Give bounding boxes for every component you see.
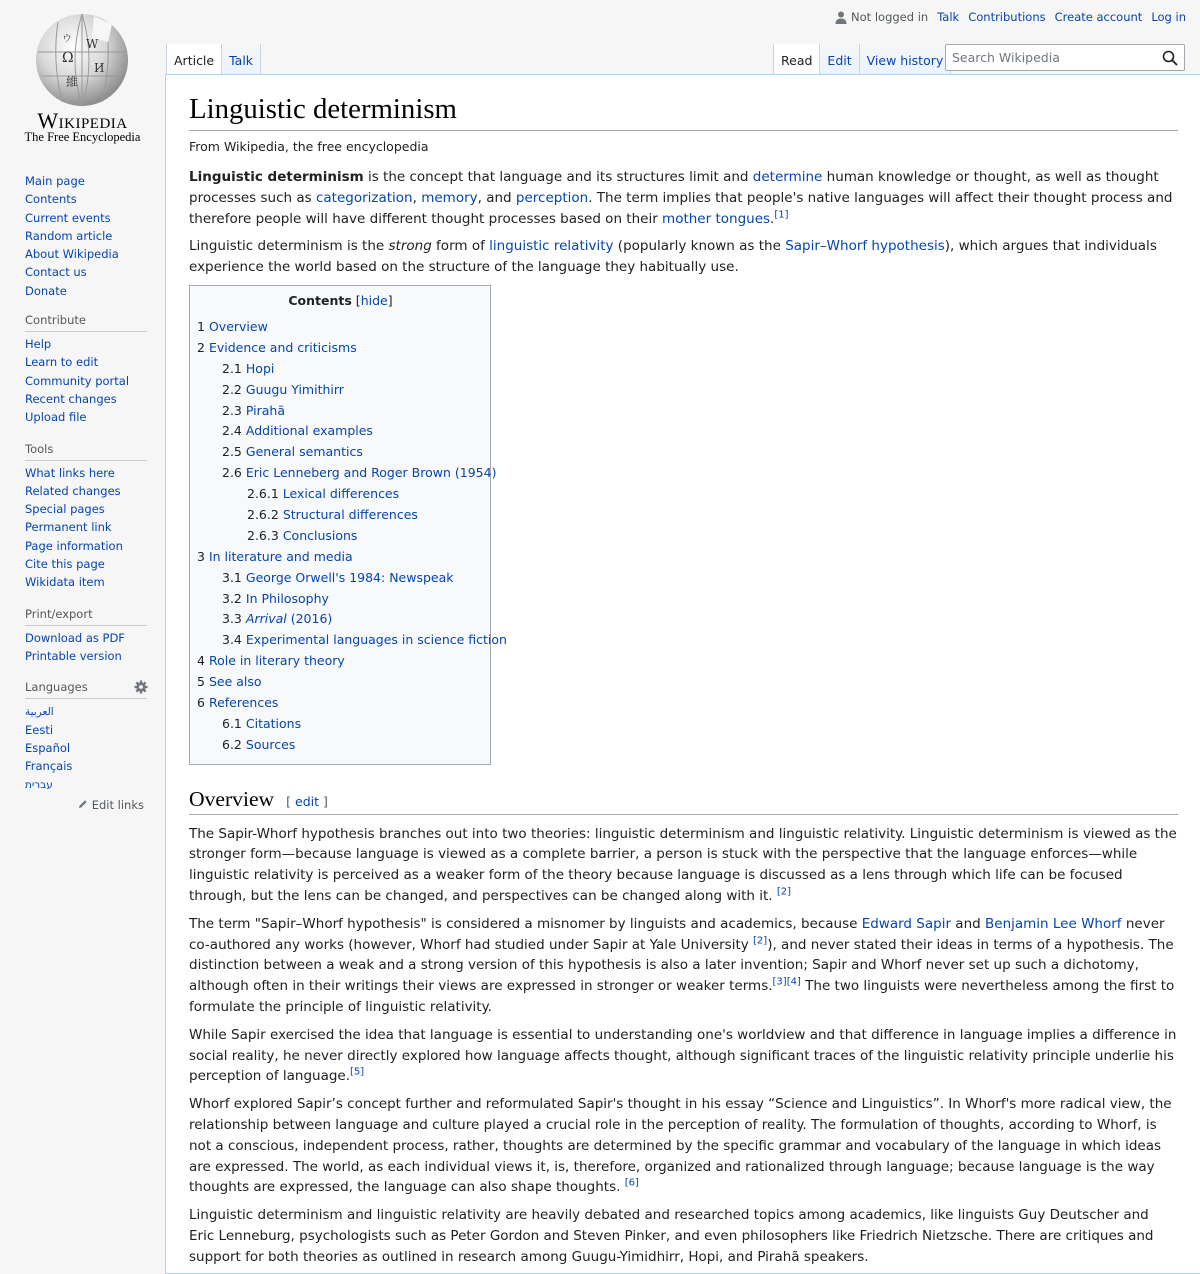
- toc-entry-text: Structural differences: [282, 506, 418, 522]
- toc-entry-link[interactable]: [246, 611, 332, 626]
- create-account-link[interactable]: Create account: [1054, 10, 1143, 24]
- search-box: [945, 44, 1185, 71]
- sidebar-item-lang-hebrew[interactable]: עברית: [25, 779, 53, 792]
- sidebar-item-what-links-here[interactable]: What links here: [25, 465, 115, 480]
- sidebar-item-contact-us[interactable]: Contact us: [25, 265, 87, 280]
- sidebar-item-about-wikipedia[interactable]: About Wikipedia: [25, 247, 119, 262]
- sidebar-item-wikidata-item[interactable]: Wikidata item: [25, 575, 105, 590]
- toc-entry[interactable]: [197, 338, 484, 359]
- not-logged-in: [835, 10, 928, 24]
- sidebar-item-donate[interactable]: Donate: [25, 283, 67, 298]
- toc-entry-number: 6: [197, 695, 205, 710]
- search-icon[interactable]: [1162, 50, 1178, 66]
- toc-entry-text: Evidence and criticisms: [208, 339, 357, 355]
- toc-entry-link[interactable]: [209, 653, 345, 668]
- text: The term "Sapir–Whorf hypothesis" is considered a misnomer by linguists and academics, because: [189, 915, 862, 932]
- toc-entry-number: 5: [197, 674, 205, 690]
- sidebar-item-upload-file[interactable]: Upload file: [25, 410, 87, 425]
- tab-talk[interactable]: [221, 44, 261, 75]
- sidebar-item-lang-arabic[interactable]: العربية: [25, 706, 54, 719]
- toc-entry-text: Eric Lenneberg and Roger Brown (1954): [245, 465, 497, 481]
- wikipedia-tagline: The Free Encyclopedia: [24, 130, 141, 144]
- toc-entry[interactable]: [197, 359, 484, 380]
- toc-entry-link[interactable]: [246, 632, 507, 647]
- sidebar-item-main-page[interactable]: Main page: [25, 174, 85, 188]
- toc-entry-text: Experimental languages in science fiction: [245, 632, 507, 648]
- text: is the concept that language and its structures limit and: [363, 168, 753, 185]
- tab-read-label: Read: [781, 53, 813, 68]
- table-of-contents: [189, 285, 507, 765]
- toc-entry-link[interactable]: [246, 465, 497, 480]
- tab-view-history[interactable]: [859, 44, 952, 75]
- section-edit-link[interactable]: edit: [295, 793, 320, 809]
- toc-entry[interactable]: [197, 484, 484, 505]
- sidebar-item-related-changes[interactable]: Related changes: [25, 483, 121, 498]
- toc-entry-number: 2.4: [222, 423, 242, 439]
- sidebar-item-current-events[interactable]: Current events: [25, 210, 111, 225]
- wordmark-text: Wikipedia: [37, 108, 128, 133]
- sidebar-item-cite-this-page[interactable]: Cite this page: [25, 557, 105, 572]
- site-subtitle: From Wikipedia, the free encyclopedia: [189, 138, 429, 154]
- sidebar-item-help[interactable]: Help: [25, 337, 52, 352]
- overview-heading-text: Overview: [189, 786, 275, 811]
- overview-paragraph-4: [189, 1094, 1178, 1198]
- text: and: [951, 915, 985, 932]
- search-input[interactable]: [946, 50, 1158, 65]
- toc-entry-number: 3: [197, 548, 205, 564]
- toc-entry-text: Pirahã: [245, 402, 286, 418]
- citation-4[interactable]: [4]: [786, 976, 801, 988]
- toc-title: [197, 293, 484, 308]
- citation-5[interactable]: [5]: [350, 1066, 365, 1078]
- link-linguistic-relativity[interactable]: linguistic relativity: [489, 238, 614, 255]
- lead-bold-term: Linguistic determinism: [189, 168, 364, 185]
- text: Linguistic determinism is the: [189, 238, 389, 255]
- overview-paragraph-2: [189, 914, 1178, 1018]
- section-heading-overview: [189, 787, 1178, 815]
- sidebar-item-lang-francais[interactable]: Français: [25, 759, 73, 774]
- sidebar-item-lang-espanol[interactable]: Español: [25, 740, 71, 755]
- toc-entry-number: 1: [197, 318, 205, 334]
- toc-entry-number: 3.1: [222, 569, 242, 585]
- toc-entry-link[interactable]: [246, 403, 285, 418]
- sidebar-heading-print-export: Print/export: [25, 606, 147, 626]
- toc-entry-text: Lexical differences: [282, 486, 400, 502]
- toc-entry-link[interactable]: [246, 716, 301, 731]
- toc-entry[interactable]: [197, 442, 484, 463]
- toc-list: [197, 317, 507, 756]
- text: .: [770, 210, 775, 227]
- svg-text:W: W: [86, 37, 99, 51]
- contributions-link[interactable]: Contributions: [968, 10, 1046, 24]
- toc-entry[interactable]: [197, 630, 507, 651]
- sidebar-heading-contribute: Contribute: [25, 312, 147, 332]
- toc-entry[interactable]: [197, 421, 484, 442]
- toc-entry[interactable]: [197, 651, 484, 672]
- toc-entry-link[interactable]: [246, 591, 329, 606]
- pencil-icon: [78, 799, 88, 809]
- sidebar-item-random-article[interactable]: Random article: [25, 228, 113, 243]
- text: form of: [431, 238, 490, 255]
- svg-text:И: И: [94, 61, 105, 75]
- toc-entry-text: Conclusions: [282, 527, 358, 543]
- toc-entry-link[interactable]: [283, 486, 399, 501]
- overview-paragraph-1: [189, 824, 1178, 907]
- toc-entry[interactable]: [197, 317, 484, 338]
- toc-entry-text: Additional examples: [245, 423, 373, 439]
- toc-entry-text: George Orwell's 1984: Newspeak: [245, 569, 454, 585]
- citation-2b[interactable]: [2]: [753, 935, 768, 947]
- toc-entry-number: 2.6.2: [247, 506, 279, 522]
- link-categorization[interactable]: categorization: [315, 189, 413, 206]
- log-in-link[interactable]: Log in: [1151, 10, 1186, 24]
- sidebar-item-learn-to-edit[interactable]: Learn to edit: [25, 355, 99, 370]
- sidebar-heading-languages: [25, 679, 147, 699]
- toc-entry-link[interactable]: [246, 737, 295, 752]
- toc-heading: Contents: [288, 292, 352, 308]
- toc-entry[interactable]: [197, 380, 484, 401]
- toc-entry-text: Citations: [245, 715, 302, 731]
- talk-link[interactable]: Talk: [937, 10, 960, 24]
- sidebar-navigation: [25, 172, 147, 300]
- toc-entry-number: 2.2: [222, 381, 242, 397]
- sidebar-item-contents[interactable]: Contents: [25, 192, 77, 207]
- article-content: [165, 74, 1200, 1274]
- edit-links[interactable]: [25, 798, 147, 812]
- toc-entry[interactable]: [197, 693, 484, 714]
- text: Linguistic determinism and linguistic relativity are heavily debated and researched topics among academics, like linguists Guy Deutscher and Eric Lenneburg, psychologists such as Peter Gordon and Steven Pinker, and even philosophers like Friedrich Nietzsche. There are critiques and support for both theories as outlined in research among Guugu-Yimidhirr, Hopi, and Pirahã speakers.: [189, 1207, 1154, 1265]
- namespace-tabs: [166, 44, 261, 75]
- text: ), and never stated their ideas in terms of a hypothesis. The distinction between a weak and a strong version of this hypothesis is also a later invention; Sapir and Whorf never set up such a dichotomy, although often in their writings their views are expressed in stronger or weaker terms.: [189, 936, 1174, 995]
- toc-entry[interactable]: [197, 609, 484, 630]
- toc-entry[interactable]: [197, 672, 484, 693]
- toc-entry-link[interactable]: [246, 382, 344, 397]
- tab-article[interactable]: [166, 44, 221, 75]
- toc-entry-link[interactable]: [283, 507, 418, 522]
- wikipedia-logo[interactable]: [0, 0, 165, 160]
- toc-entry-number: 2.6.1: [247, 486, 279, 502]
- toc-entry-text: See also: [208, 674, 262, 690]
- tab-article-label: Article: [174, 53, 215, 68]
- text: While Sapir exercised the idea that language is essential to understanding one's worldview and that difference in language implies a difference in social reality, he never directly explored how language affects thought, although significant traces of the linguistic relativity principle underlie his perception of language.: [189, 1026, 1177, 1085]
- sidebar-item-community-portal[interactable]: Community portal: [25, 373, 130, 388]
- text: ), which argues that individuals experience the world based on the structure of the language they habitually use.: [189, 238, 1157, 276]
- not-logged-in-label: Not logged in: [851, 10, 929, 24]
- link-edward-sapir[interactable]: Edward Sapir: [861, 915, 952, 932]
- toc-entry[interactable]: [197, 505, 484, 526]
- text: never co-authored any works (however, Whorf had studied under Sapir at Yale University: [189, 915, 1165, 953]
- sidebar-item-recent-changes[interactable]: Recent changes: [25, 391, 117, 406]
- toc-entry-number: 3.3: [222, 611, 242, 627]
- link-mother-tongues[interactable]: mother tongues: [662, 210, 771, 227]
- toc-entry-text: Hopi: [245, 360, 275, 376]
- svg-text:ウ: ウ: [62, 34, 72, 45]
- intro-paragraph-1: [189, 167, 1178, 229]
- link-perception[interactable]: perception: [515, 189, 589, 206]
- toc-entry-text: References: [208, 695, 279, 710]
- text: . The term implies that people's native languages will affect their thought process and therefore people will have different thought processes based on their: [189, 189, 1173, 227]
- toc-entry-link[interactable]: [209, 674, 262, 689]
- page-title: Linguistic determinism: [189, 92, 1178, 131]
- sidebar-tools: [25, 441, 147, 592]
- toc-entry-link[interactable]: [209, 340, 357, 355]
- text: Whorf explored Sapir’s concept further and reformulated Sapir's thought in his essay “Science and Linguistics”. In Whorf's more radical view, the relationship between language and culture played a crucial role in the perception of reality. The formulation of thoughts, according to Whorf, is not a conscious, independent process, rather, thoughts are determined by the specific grammar and vocabulary of the language in which ideas are expressed. The world, as each individual views it, is, therefore, organized and rationalized through language; because language is the way thoughts are expressed, the language can also shape thoughts.: [189, 1096, 1172, 1196]
- wikipedia-globe-logo: [32, 12, 132, 108]
- link-determine[interactable]: determine: [752, 168, 823, 185]
- toc-entry-link[interactable]: [246, 444, 363, 459]
- sidebar-print-export: [25, 606, 147, 666]
- sidebar-contribute: [25, 312, 147, 426]
- toc-entry-text: In Philosophy: [245, 590, 329, 606]
- toc-hide-link[interactable]: hide: [360, 292, 388, 308]
- link-benjamin-lee-whorf[interactable]: Benjamin Lee Whorf: [985, 915, 1122, 932]
- toc-entry-link[interactable]: [246, 423, 373, 438]
- toc-entry-suffix: (2016): [286, 611, 333, 627]
- toc-entry-text: Arrival: [245, 611, 287, 627]
- section-edit: [ edit ]: [286, 793, 328, 809]
- svg-text:Ω: Ω: [62, 50, 74, 66]
- overview-paragraph-5: [189, 1205, 1178, 1267]
- sidebar: [25, 172, 147, 822]
- tab-edit[interactable]: [819, 44, 858, 75]
- svg-text:維: 維: [66, 75, 79, 89]
- toc-entry-number: 2.3: [222, 402, 242, 418]
- citation-3[interactable]: [3]: [772, 976, 787, 988]
- toc-entry-number: 2.5: [222, 444, 242, 460]
- sidebar-item-permanent-link[interactable]: Permanent link: [25, 520, 112, 535]
- toc-entry-text: General semantics: [245, 444, 363, 460]
- tab-talk-label: Talk: [229, 53, 254, 68]
- toc-entry-link[interactable]: [209, 695, 278, 710]
- text: , and: [477, 189, 516, 206]
- citation-2[interactable]: [2]: [776, 886, 792, 898]
- toc-entry[interactable]: [197, 547, 484, 568]
- toc-entry-link[interactable]: [209, 319, 268, 334]
- toc-entry-number: 2.1: [222, 360, 242, 376]
- gear-icon[interactable]: [134, 680, 148, 694]
- toc-entry-text: Overview: [208, 318, 268, 334]
- tab-view-history-label: View history: [866, 53, 944, 68]
- toc-entry[interactable]: [197, 714, 484, 735]
- text: ,: [412, 189, 422, 206]
- toc-entry[interactable]: [197, 401, 484, 422]
- toc-entry[interactable]: [197, 463, 497, 484]
- toc-entry-number: 2.6: [222, 465, 242, 481]
- text: The Sapir-Whorf hypothesis branches out into two theories: linguistic determinism and linguistic relativity. Linguistic determinism is viewed as the stronger form—because language is viewed as a complete barrier, a person is stuck with the perspective that the language enforces—while linguistic relativity is perceived as a weaker form of the theory because language is discussed as a lens through which life can be focused through, but the lens can be changed, and perspectives can be changed along with it.: [189, 825, 1177, 905]
- toc-entry[interactable]: [197, 589, 484, 610]
- toc-entry-number: 2: [197, 339, 205, 355]
- toc-entry-number: 6.2: [222, 736, 242, 752]
- sidebar-item-printable-version[interactable]: Printable version: [25, 648, 122, 663]
- toc-entry-text: Guugu Yimithirr: [245, 381, 344, 397]
- toc-entry[interactable]: [197, 568, 484, 589]
- toc-entry[interactable]: [197, 526, 484, 547]
- toc-entry-link[interactable]: [209, 549, 353, 564]
- text: (popularly known as the: [613, 238, 786, 255]
- toc-entry-link[interactable]: [246, 570, 454, 585]
- overview-paragraph-3: [189, 1025, 1178, 1087]
- sidebar-languages: [25, 679, 147, 811]
- toc-entry-text: Role in literary theory: [208, 653, 345, 669]
- toc-entry-text: In literature and media: [208, 548, 353, 564]
- text: human knowledge or thought, as well as thought processes such as: [189, 168, 1159, 206]
- toc-entry-number: 3.2: [222, 590, 242, 606]
- citation-6[interactable]: [6]: [624, 1177, 639, 1189]
- emphasis-strong: strong: [388, 238, 432, 255]
- toc-entry[interactable]: [197, 735, 484, 756]
- toc-entry-number: 4: [197, 653, 205, 669]
- link-memory[interactable]: memory: [421, 189, 478, 206]
- intro-paragraph-2: [189, 236, 1178, 278]
- toc-entry-link[interactable]: [283, 528, 358, 543]
- personal-tools: [835, 10, 1186, 24]
- sidebar-item-page-information[interactable]: Page information: [25, 538, 123, 553]
- toc-hide-toggle[interactable]: [hide]: [355, 292, 393, 308]
- sidebar-heading-tools: Tools: [25, 441, 147, 461]
- toc-entry-text: Sources: [245, 736, 296, 752]
- link-sapir-whorf[interactable]: Sapir–Whorf hypothesis: [785, 238, 945, 255]
- tab-edit-label: Edit: [827, 53, 852, 68]
- edit-links-label: Edit links: [91, 797, 144, 812]
- tab-read[interactable]: [773, 44, 819, 75]
- toc-entry-number: 2.6.3: [247, 527, 279, 543]
- view-tabs: [773, 44, 951, 75]
- user-icon: [835, 11, 847, 24]
- languages-heading-label: Languages: [25, 680, 88, 695]
- text: The two linguists were nevertheless among the first to formulate the principle of linguistic relativity.: [189, 978, 1175, 1016]
- sidebar-item-special-pages[interactable]: Special pages: [25, 502, 105, 517]
- toc-entry-link[interactable]: [246, 361, 274, 376]
- toc-entry-number: 6.1: [222, 715, 242, 731]
- sidebar-item-lang-eesti[interactable]: Eesti: [25, 722, 54, 737]
- citation-1[interactable]: [1]: [774, 209, 789, 221]
- toc-entry-number: 3.4: [222, 632, 242, 648]
- sidebar-item-download-pdf[interactable]: Download as PDF: [25, 630, 125, 645]
